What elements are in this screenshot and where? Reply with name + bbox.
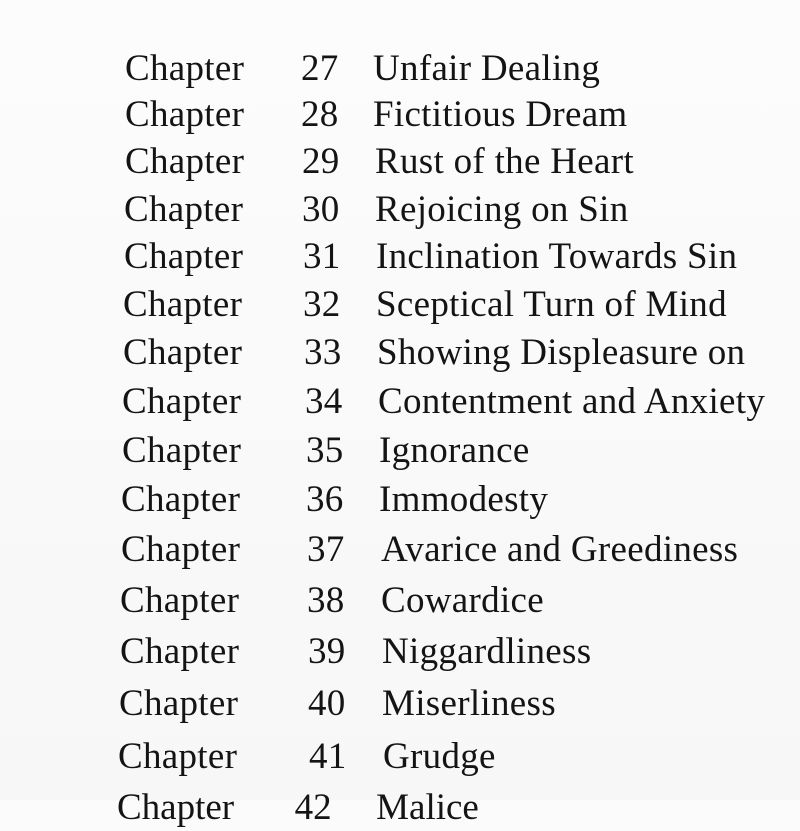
chapter-word: Chapter <box>123 332 243 373</box>
chapter-title: Ignorance <box>379 430 530 471</box>
chapter-word: Chapter <box>125 141 245 182</box>
chapter-word: Chapter <box>120 631 240 672</box>
chapter-title: Contentment and Anxiety <box>378 381 766 422</box>
chapter-word: Chapter <box>122 430 242 471</box>
chapter-word: Chapter <box>118 736 238 777</box>
chapter-word: Chapter <box>125 48 245 89</box>
toc-entry-cut-off <box>117 785 537 828</box>
chapter-word: Chapter <box>121 529 241 570</box>
chapter-title: Inclination Towards Sin <box>376 236 738 277</box>
chapter-title: Grudge <box>383 736 496 777</box>
chapter-number: 36 <box>306 479 344 520</box>
chapter-title: Malice <box>376 787 479 828</box>
chapter-number: 27 <box>301 48 339 89</box>
chapter-title: Rejoicing on Sin <box>375 189 629 230</box>
chapter-word: Chapter <box>123 284 243 325</box>
chapter-word: Chapter <box>120 580 240 621</box>
chapter-word: Chapter <box>124 236 244 277</box>
chapter-number: 34 <box>305 381 343 422</box>
chapter-number: 42 <box>294 787 332 828</box>
chapter-number: 41 <box>309 736 347 777</box>
chapter-title: Niggardliness <box>382 631 592 672</box>
chapter-word: Chapter <box>119 683 239 724</box>
chapter-word: Chapter <box>117 787 235 828</box>
chapter-number: 39 <box>308 631 346 672</box>
chapter-title: Cowardice <box>381 580 544 621</box>
chapter-number: 31 <box>303 236 341 277</box>
chapter-number: 28 <box>301 94 339 135</box>
chapter-word: Chapter <box>121 479 241 520</box>
chapter-word: Chapter <box>125 94 245 135</box>
chapter-number: 38 <box>307 580 345 621</box>
chapter-number: 30 <box>302 189 340 230</box>
chapter-word: Chapter <box>122 381 242 422</box>
chapter-title: Rust of the Heart <box>375 141 634 182</box>
chapter-title: Sceptical Turn of Mind <box>376 284 727 325</box>
chapter-title: Avarice and Greediness <box>381 529 739 570</box>
chapter-number: 29 <box>302 141 340 182</box>
chapter-title: Fictitious Dream <box>373 94 628 135</box>
chapter-title: Showing Displeasure on <box>377 332 746 373</box>
chapter-number: 37 <box>307 529 345 570</box>
chapter-number: 35 <box>306 430 344 471</box>
chapter-title: Unfair Dealing <box>373 48 601 89</box>
chapter-number: 40 <box>308 683 346 724</box>
partial-entry-text <box>117 785 479 831</box>
chapter-word: Chapter <box>124 189 244 230</box>
chapter-title: Immodesty <box>379 479 549 520</box>
chapter-number: 32 <box>303 284 341 325</box>
chapter-title: Miserliness <box>382 683 556 724</box>
chapter-number: 33 <box>304 332 342 373</box>
